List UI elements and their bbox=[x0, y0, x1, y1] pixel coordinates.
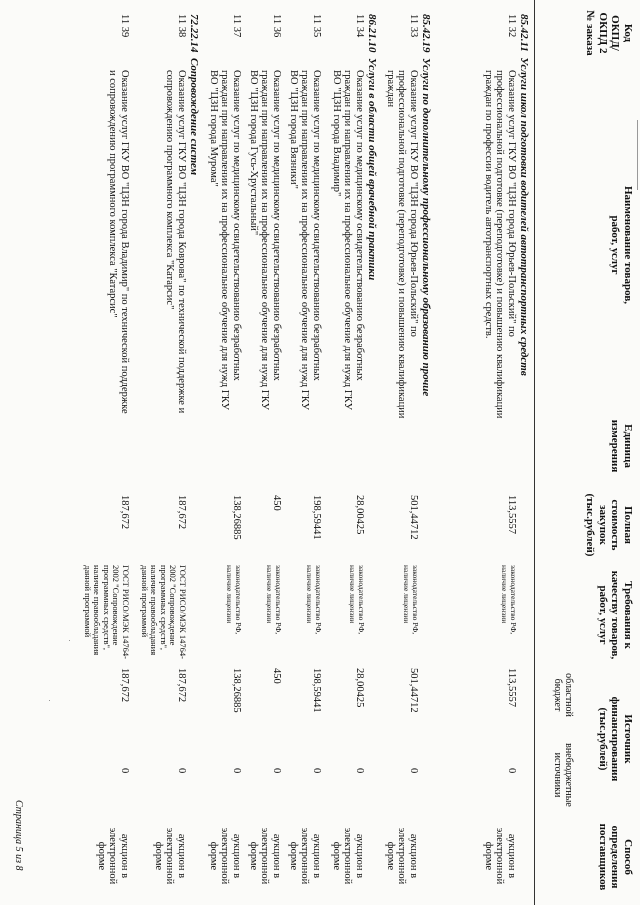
rotated-page: Код ОКПД/ ОКПД 2 № заказа Наименование товаров, работ, услуг Единица измерения Полная стоимость закупок (тыс.рублей) Требования к качеству товаров, работ, услуг Источник финансирования (тыс.рублей) областной бюджет внебюджетные источники Способ определения поставщиков 85.42.11 Услуги школ подготовки водителей автотранспортных средств 11 32 Оказание услуг ГКУ ВО "ЦЗН города Юрьев-Польский" по профессиональной подготовке (переподготовке) и повышению квалификации граждан по профессии водитель автотранспортных средств. 113,5557 законодательство РФ, наличие лицензии 113,5557 0 аукцион в электронной форме 85.42.19 Услуги по дополнительному профессиональному образованию прочие 11 33 Оказание услуг ГКУ ВО "ЦЗН города Юрьев-Польский" по профессиональной подготовке (переподготовке) и повышению квалификации граждан 501,44712 законодательство РФ, наличие лицензии 501,44712 0 аукцион в электронной форме 86.21.10 Услуги в области общей врачебной практики 11 34 Оказание услуг по медицинскому освидетельствованию безработных граждан при направлении их на профессиональное обучение для нужд ГКУ ВО "ЦЗН города Владимир" 28,00425 законодательство РФ, наличие лицензии 28,00425 0 аукцион в электронной форме 11 35 Оказание услуг по медицинскому освидетельствованию безработных граждан при направлении их на профессиональное обучение для нужд ГКУ ВО "ЦЗН города Вязники" 198,59441 законодательство РФ, наличие лицензии 198,59441 0 аукцион в электронной форме 11 36 Оказание услуг по медицинскому освидетельствованию безработных граждан при направлении их на профессиональное обучение для нужд ГКУ ВО "ЦЗН города Гусь-Хрустальный" 450 законодательство РФ, наличие лицензии 450 0 аукцион в электронной форме 11 37 Оказание услуг по медицинскому освидетельствованию безработных граждан при направлении их на профессиональное обучение для нужд ГКУ ВО "ЦЗН города Мурома" 138,26885 законодательство РФ, наличие лицензии 138,26885 0 аукцион в электронной форме 72.22.14 Сопровождение систем 11 38 Оказание услуг ГКУ ВО "ЦЗН города Коврова" по технической поддержке и сопровождению программного комплекса "Катарсис" 187,672 ГОСТ РИСО/МЭК 14764-2002 "Сопровождение программных средств", наличие правообладания данной программой 187,672 0 аукцион в электронной форме 11 39 Оказание услуг ГКУ ВО "ЦЗН города Владимир" по технической поддержке и сопровождению программного комплекса "Катарсис" 187,672 ГОСТ РИСО/МЭК 14764-2002 "Сопровождение программных средств", наличие правообладания данной программой 187,672 0 аукцион в электронной форме Страница 5 из 8 bbox=[0, 0, 640, 905]
header-extrabudget: внебюджетные источники bbox=[552, 743, 574, 807]
scan-noise bbox=[69, 640, 70, 641]
header-code: Код ОКПД/ ОКПД 2 № заказа bbox=[584, 10, 634, 56]
header-name: Наименование товаров, работ, услуг bbox=[609, 185, 634, 305]
header-financing: Источник финансирования (тыс.рублей) bbox=[597, 696, 634, 782]
header-rule bbox=[534, 0, 535, 905]
header-cost: Полная стоимость закупок (тыс.рублей) bbox=[584, 493, 634, 557]
scan-noise bbox=[637, 120, 638, 190]
section-85-42-11: 85.42.11 Услуги школ подготовки водителей автотранспортных средств bbox=[518, 14, 530, 376]
header-regional-budget: областной бюджет bbox=[552, 673, 574, 717]
page-number: Страница 5 из 8 bbox=[13, 800, 24, 871]
header-unit: Единица измерения bbox=[609, 419, 634, 473]
header-requirements: Требования к качеству товаров, работ, услуг bbox=[597, 570, 634, 660]
section-85-42-19: 85.42.19 Услуги по дополнительному профессиональному образованию прочие bbox=[420, 14, 432, 397]
header-method: Способ определения поставщиков bbox=[597, 823, 634, 891]
section-86-21-10: 86.21.10 Услуги в области общей врачебной практики bbox=[366, 14, 378, 281]
section-72-22-14: 72.22.14 Сопровождение систем bbox=[188, 14, 200, 176]
scan-noise bbox=[49, 700, 50, 701]
